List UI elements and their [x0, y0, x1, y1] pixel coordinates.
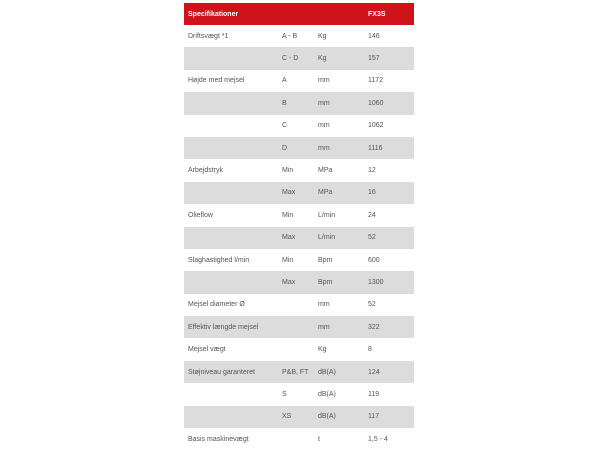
row-condition: Max [282, 234, 296, 242]
specifications-table [184, 3, 414, 450]
table-row [184, 159, 414, 181]
row-condition: A [282, 77, 287, 85]
row-unit: mm [318, 323, 330, 331]
row-unit: mm [318, 99, 330, 107]
table-row [184, 406, 414, 428]
row-unit: Kg [318, 55, 327, 63]
row-label [184, 271, 278, 293]
table-row [184, 383, 414, 405]
row-value: 1062 [368, 122, 384, 130]
row-value: 124 [368, 368, 380, 376]
table-row [184, 92, 414, 114]
row-condition: Max [282, 189, 296, 197]
table-header-row [184, 3, 414, 25]
row-value: 1172 [368, 77, 384, 85]
row-unit: L/min [318, 234, 336, 242]
table-row [184, 316, 414, 338]
table-row [184, 428, 414, 450]
row-condition [278, 428, 314, 450]
row-value: 1300 [368, 278, 384, 286]
row-label [184, 227, 278, 249]
row-label [184, 182, 278, 204]
row-value: 24 [368, 211, 376, 219]
table-row [184, 25, 414, 47]
row-value: 12 [368, 167, 376, 175]
row-unit: t [318, 435, 320, 443]
row-unit: MPa [318, 189, 333, 197]
row-unit: mm [318, 144, 330, 152]
table-row [184, 227, 414, 249]
row-condition [278, 338, 314, 360]
row-label [184, 406, 278, 428]
row-value: 600 [368, 256, 380, 264]
table-body [184, 25, 414, 450]
row-unit: Bpm [318, 278, 333, 286]
row-condition: C - D [282, 55, 299, 63]
row-label: Mejsel vægt [188, 346, 226, 354]
row-condition: XS [282, 413, 292, 421]
row-unit: dB(A) [318, 368, 336, 376]
row-label: Effektiv længde mejsel [188, 323, 259, 331]
table-row [184, 271, 414, 293]
row-condition: Min [282, 256, 294, 264]
row-value: 146 [368, 32, 380, 40]
row-unit: dB(A) [318, 413, 336, 421]
row-label: Støjniveau garanteret [188, 368, 255, 376]
row-unit: MPa [318, 167, 333, 175]
row-condition: Max [282, 278, 296, 286]
row-value: 52 [368, 301, 376, 309]
row-value: 52 [368, 234, 376, 242]
row-condition: S [282, 390, 287, 398]
row-condition: C [282, 122, 288, 130]
row-label [184, 383, 278, 405]
row-label [184, 92, 278, 114]
row-value: 1,5 - 4 [368, 435, 388, 443]
row-label: Olieflow [188, 211, 213, 219]
header-model-label: FX3S [368, 10, 386, 18]
row-label [184, 137, 278, 159]
row-condition: Min [282, 211, 294, 219]
header-specifications-label: Specifikationer [188, 10, 239, 18]
row-value: 119 [368, 390, 380, 398]
table-row [184, 47, 414, 69]
row-condition: B [282, 99, 287, 107]
header-empty-cell [314, 3, 364, 25]
row-label: Slaghastighed l/min [188, 256, 250, 264]
table-row [184, 338, 414, 360]
row-unit: mm [318, 77, 330, 85]
row-label: Mejsel diameter Ø [188, 301, 245, 309]
row-condition: A - B [282, 32, 298, 40]
row-label [184, 47, 278, 69]
row-label: Arbejdstryk [188, 167, 224, 175]
row-value: 1116 [368, 144, 383, 152]
table-row [184, 70, 414, 92]
row-unit: Kg [318, 32, 327, 40]
row-condition [278, 294, 314, 316]
row-value: 8 [368, 346, 372, 354]
row-unit: dB(A) [318, 390, 336, 398]
row-label [184, 115, 278, 137]
row-condition: P&B, FT [282, 368, 309, 376]
row-unit: mm [318, 301, 330, 309]
table-row [184, 115, 414, 137]
table-row [184, 361, 414, 383]
row-condition: D [282, 144, 288, 152]
row-condition: Min [282, 167, 294, 175]
row-value: 157 [368, 55, 380, 63]
row-label: Driftsvægt *1 [188, 32, 229, 40]
table-row [184, 294, 414, 316]
row-value: 1060 [368, 99, 384, 107]
row-condition [278, 316, 314, 338]
table-row [184, 182, 414, 204]
row-value: 117 [368, 413, 380, 421]
table-row [184, 204, 414, 226]
row-label: Basis maskinevægt [188, 435, 249, 443]
row-value: 16 [368, 189, 376, 197]
header-empty-cell [278, 3, 314, 25]
table-row [184, 137, 414, 159]
row-unit: Bpm [318, 256, 333, 264]
row-label: Højde med mejsel [188, 77, 245, 85]
row-unit: mm [318, 122, 330, 130]
table-row [184, 249, 414, 271]
row-value: 322 [368, 323, 380, 331]
row-unit: L/min [318, 211, 336, 219]
row-unit: Kg [318, 346, 327, 354]
